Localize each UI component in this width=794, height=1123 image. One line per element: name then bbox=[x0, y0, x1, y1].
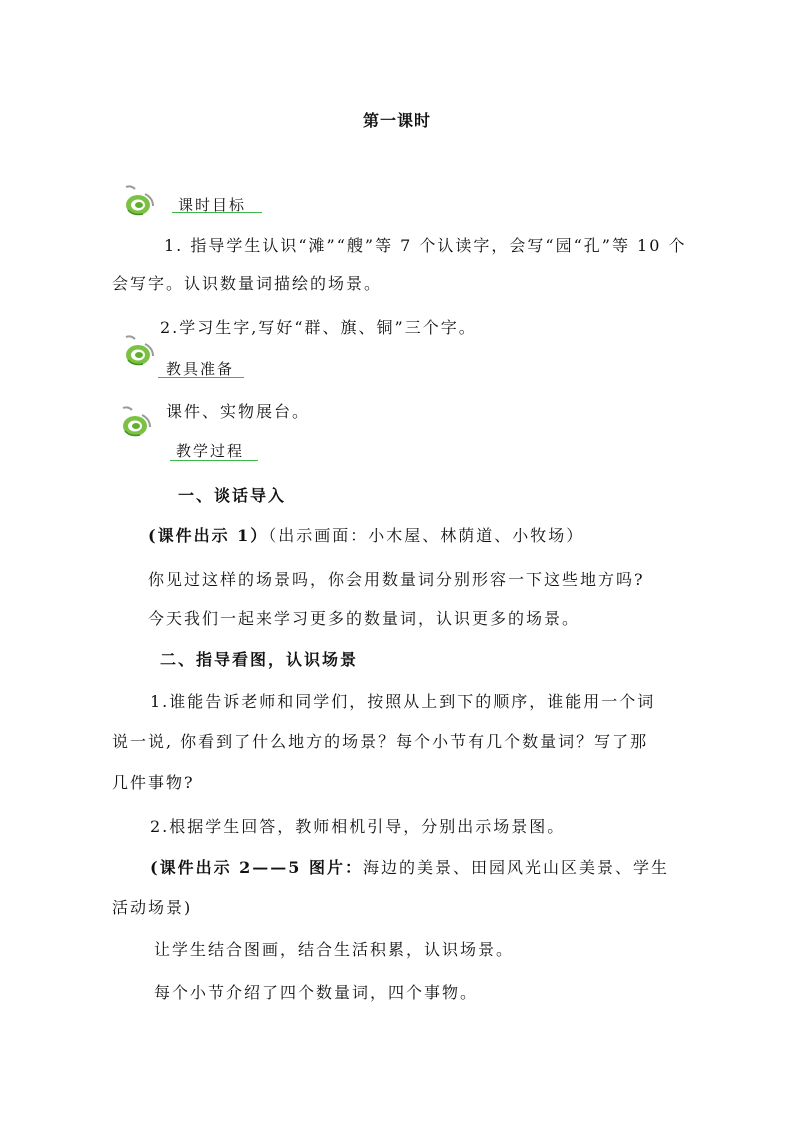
goal-item-2: 2.学习生字,写好“群、旗、铜”三个字。 bbox=[160, 318, 477, 337]
part2-q4: 让学生结合图画，结合生活积累，认识场景。 bbox=[154, 940, 515, 959]
part1-heading: 一、谈话导入 bbox=[178, 486, 287, 505]
goal-item-1-line-1: 1. 指导学生认识“滩”“艘”等 7 个认读字，会写“园“孔”等 10 个 bbox=[164, 236, 687, 255]
part1-paragraph-2: 你见过这样的场景吗，你会用数量词分别形容一下这些地方吗? bbox=[148, 570, 645, 589]
page-title: 第一课时 bbox=[362, 111, 431, 130]
goal-item-1-line-2: 会写字。认识数量词描绘的场景。 bbox=[112, 274, 383, 293]
section-label-materials: 教具准备 bbox=[166, 360, 235, 378]
part2-q1-line-1: 1.谁能告诉老师和同学们，按照从上到下的顺序，谁能用一个词 bbox=[150, 692, 656, 711]
part1-paragraph-1: (课件出示 1）（出示画面：小木屋、林荫道、小牧场） bbox=[148, 526, 585, 545]
part2-heading: 二、指导看图，认识场景 bbox=[160, 650, 359, 669]
part2-q3-line-1: (课件出示 2——5 图片：海边的美景、田园风光山区美景、学生 bbox=[150, 858, 669, 877]
part2-q1-line-3: 几件事物? bbox=[112, 773, 195, 792]
section-underline bbox=[158, 377, 244, 378]
part2-q2: 2.根据学生回答，教师相机引导，分别出示场景图。 bbox=[150, 817, 566, 836]
section-underline bbox=[170, 460, 258, 461]
part2-q5: 每个小节介绍了四个数量词，四个事物。 bbox=[154, 983, 479, 1002]
leaf-icon bbox=[120, 405, 154, 439]
section-underline bbox=[172, 212, 262, 213]
courseware-label: (课件出示 2——5 图片： bbox=[150, 858, 363, 877]
part1-paragraph-3: 今天我们一起来学习更多的数量词，认识更多的场景。 bbox=[148, 609, 581, 628]
part2-q1-line-2: 说一说, 你看到了什么地方的场景？每个小节有几个数量词？写了那 bbox=[112, 732, 649, 751]
section-label-process: 教学过程 bbox=[176, 442, 245, 460]
part2-q3-line-2: 活动场景) bbox=[112, 898, 193, 917]
leaf-icon bbox=[123, 184, 157, 218]
courseware-label: (课件出示 1） bbox=[148, 526, 269, 545]
materials-text: 课件、实物展台。 bbox=[166, 402, 311, 421]
leaf-icon bbox=[123, 334, 157, 368]
section-label-goals: 课时目标 bbox=[178, 196, 247, 214]
